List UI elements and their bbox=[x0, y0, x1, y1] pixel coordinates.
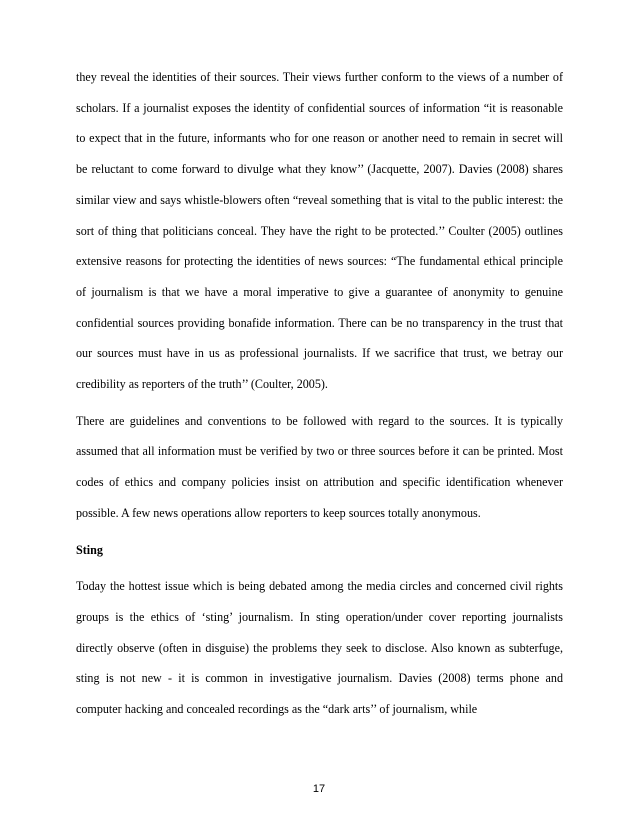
paragraph-sting-journalism: Today the hottest issue which is being debated among the media circles and concerned civil rights groups is the ethics of ‘sting’ journalism. In sting operation/under cover reporting journalists directly observe (often in disguise) the problems they seek to disclose. Also known as subterfuge, sting is not new - it is common in investigative journalism. Davies (2008) terms phone and computer hacking and concealed recordings as the “dark arts’’ of journalism, while bbox=[76, 579, 563, 717]
section-heading-sting: Sting bbox=[76, 542, 103, 557]
page-number: 17 bbox=[312, 783, 326, 795]
paragraph-guidelines: There are guidelines and conventions to be followed with regard to the sources. It is typically assumed that all information must be verified by two or three sources before it can be printed. Most codes of ethics and company policies insist on attribution and specific identification whenever possible. A few news operations allow reporters to keep sources totally anonymous. bbox=[76, 413, 563, 520]
paragraph-sources-identity: they reveal the identities of their sources. Their views further conform to the views of a number of scholars. If a journalist exposes the identity of confidential sources of information “it is reasonable to expect that in the future, informants who for one reason or another need to remain in secret will be reluctant to come forward to divulge what they know’’ (Jacquette, 2007). Davies (2008) shares similar view and says whistle-blowers often “reveal something that is vital to the public interest: the sort of thing that politicians conceal. They have the right to be protected.’’ Coulter (2005) outlines extensive reasons for protecting the identities of news sources: “The fundamental ethical principle of journalism is that we have a moral imperative to give a guarantee of anonymity to genuine confidential sources providing bonafide information. There can be no transparency in the trust that our sources must have in us as professional journalists. If we sacrifice that trust, we betray our credibility as reporters of the truth’’ (Coulter, 2005). bbox=[76, 70, 563, 392]
page-body bbox=[76, 62, 563, 725]
